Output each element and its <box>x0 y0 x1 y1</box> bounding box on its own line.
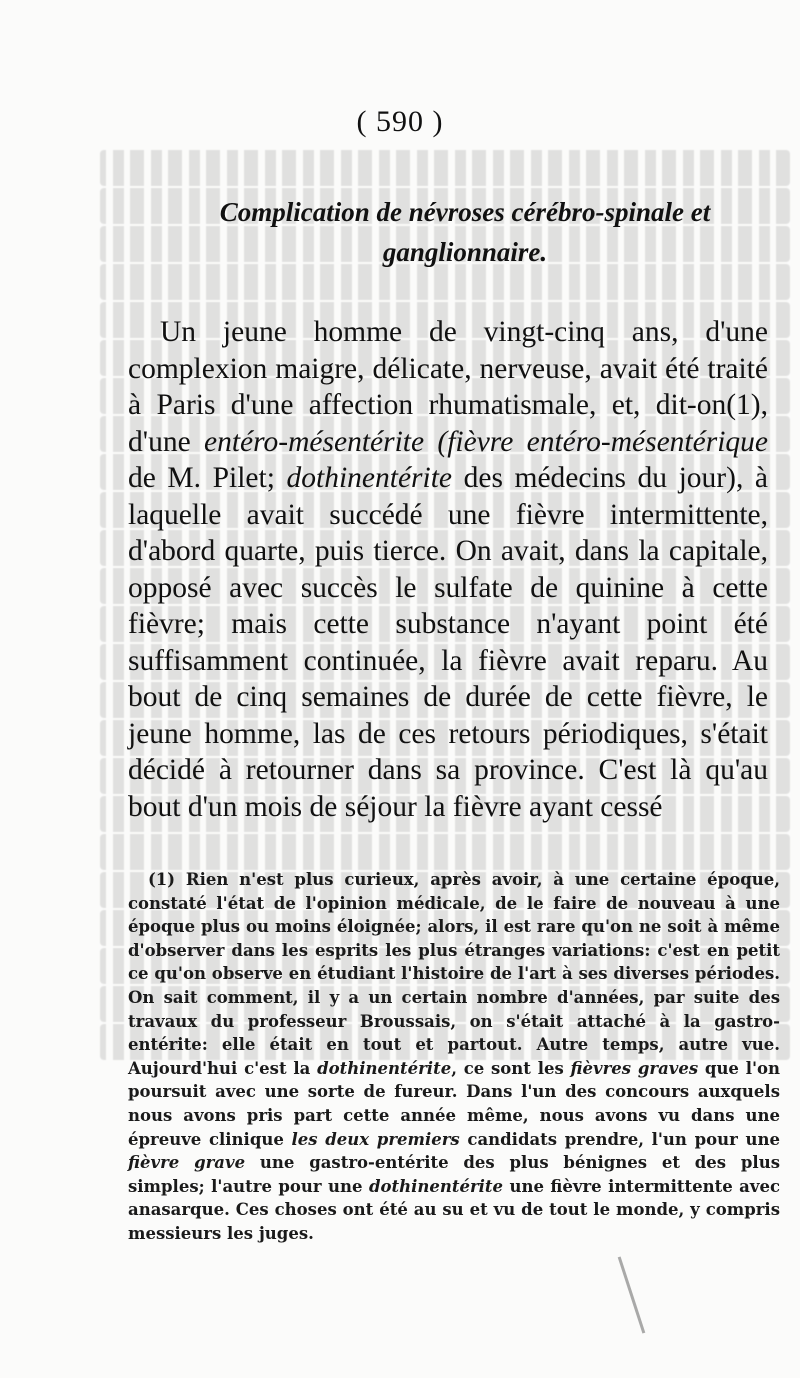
footnote-text-3: que l'on poursuit avec une sorte de fureur. Dans l'un des concours auxquels nous avons pris part cette année même, nous avons vu dans une épreuve clinique <box>128 1058 781 1149</box>
footnote-text-2: , ce sont les <box>451 1058 571 1078</box>
footnote-emphasis-2: fièvres graves <box>570 1058 699 1078</box>
footnote-text-1: (1) Rien n'est plus curieux, après avoir, à une certaine époque, constaté l'état de l'opinion médicale, de le faire de nouveau à une époque plus ou moins éloignée; alors, il est rare qu'on ne soit à même d'observer dans les esprits les plus étranges variations: c'est en petit ce qu'on observe en étudiant l'histoire de l'art à ses diverses périodes. On sait comment, il y a un certain nombre d'années, par suite des travaux du professeur Broussais, on s'était attaché à la gastro-entérite: elle était en tout et partout. Autre temps, autre vue. Aujourd'hui c'est la <box>128 870 780 1078</box>
footnote-emphasis-5: dothinentérite <box>368 1176 504 1196</box>
body-text-3: des médecins du jour), à laquelle avait succédé une fièvre intermittente, d'abord quarte, puis tierce. On avait, dans la capitale, opposé avec succès le sulfate de quinine à cette fièvre; mais cette substance n'ayant point été suffisamment continuée, la fièvre avait reparu. Au bout de cinq semaines de durée de cette fièvre, le jeune homme, las de ces retours périodiques, s'était décidé à retourner dans sa province. C'est là qu'au bout d'un mois de séjour la fièvre ayant cessé <box>128 462 769 823</box>
section-title <box>150 192 780 272</box>
main-paragraph <box>128 314 768 825</box>
footnote <box>128 868 780 1246</box>
footnote-text-6: une fièvre intermittente avec anasarque. Ces choses ont été au su et vu de tout le monde, y compris messieurs les juges. <box>128 1176 780 1243</box>
body-emphasis-2: dothinentérite <box>286 462 453 494</box>
footnote-emphasis-3: les deux premiers <box>291 1129 460 1149</box>
footnote-emphasis-1: dothinentérite <box>317 1058 452 1078</box>
page-scratch-mark <box>618 1256 646 1333</box>
body-emphasis-1: entéro-mésentérite (fièvre entéro-mésentérique <box>204 425 768 458</box>
section-title-line-1: Complication de névroses cérébro-spinale et <box>219 197 711 227</box>
footnote-emphasis-4: fièvre grave <box>128 1153 246 1173</box>
page-number-header: ( 590 ) <box>356 105 444 138</box>
body-text-1: Un jeune homme de vingt-cinq ans, d'une complexion maigre, délicate, nerveuse, avait été traité à Paris d'une affection rhumatismale, et, dit-on(1), d'une <box>128 316 768 458</box>
footnote-text-5: une gastro-entérite des plus bénignes et des plus simples; l'autre pour une <box>128 1153 780 1196</box>
body-text-2: de M. Pilet; <box>128 462 287 494</box>
section-title-line-2: ganglionnaire. <box>382 237 548 267</box>
footnote-text-4: candidats prendre, l'un pour une <box>459 1129 780 1149</box>
